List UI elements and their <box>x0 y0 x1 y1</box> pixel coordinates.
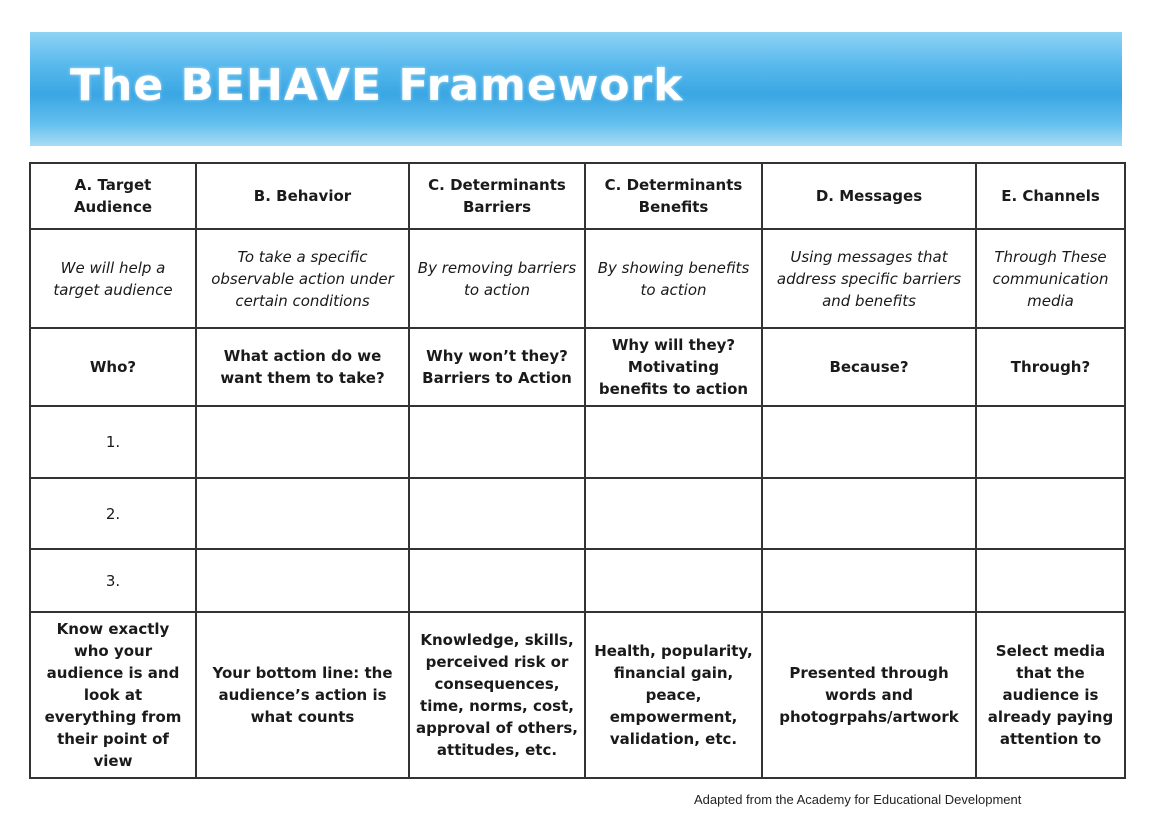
italic-behavior: To take a specific observable action under certain conditions <box>196 229 409 328</box>
desc-channels: Select media that the audience is already paying attention to <box>976 612 1125 778</box>
empty-cell[interactable] <box>196 406 409 478</box>
question-because: Because? <box>762 328 976 406</box>
header-messages: D. Messages <box>762 163 976 229</box>
italic-channels: Through These communication media <box>976 229 1125 328</box>
question-why-will: Why will they? Motivating benefits to action <box>585 328 762 406</box>
desc-barriers: Knowledge, skills, perceived risk or consequences, time, norms, cost, approval of others, attitudes, etc. <box>409 612 585 778</box>
empty-cell[interactable] <box>762 406 976 478</box>
empty-cell[interactable] <box>976 549 1125 612</box>
numbered-row <box>30 549 1125 612</box>
desc-benefits: Health, popularity, financial gain, peace, empowerment, validation, etc. <box>585 612 762 778</box>
empty-cell[interactable] <box>762 478 976 549</box>
empty-cell[interactable] <box>409 406 585 478</box>
italic-target-audience: We will help a target audience <box>30 229 196 328</box>
empty-cell[interactable] <box>409 549 585 612</box>
header-channels: E. Channels <box>976 163 1125 229</box>
empty-cell[interactable] <box>976 406 1125 478</box>
italic-benefits: By showing benefits to action <box>585 229 762 328</box>
title-banner <box>30 32 1122 146</box>
desc-messages: Presented through words and photogrpahs/artwork <box>762 612 976 778</box>
question-who: Who? <box>30 328 196 406</box>
page-title: The BEHAVE Framework <box>70 60 684 111</box>
header-behavior: B. Behavior <box>196 163 409 229</box>
italic-messages: Using messages that address specific barriers and benefits <box>762 229 976 328</box>
empty-cell[interactable] <box>585 549 762 612</box>
question-through: Through? <box>976 328 1125 406</box>
italic-barriers: By removing barriers to action <box>409 229 585 328</box>
row-number: 3. <box>30 549 196 612</box>
row-number: 1. <box>30 406 196 478</box>
empty-cell[interactable] <box>196 549 409 612</box>
numbered-row <box>30 478 1125 549</box>
empty-cell[interactable] <box>409 478 585 549</box>
empty-cell[interactable] <box>585 406 762 478</box>
italic-row <box>30 229 1125 328</box>
empty-cell[interactable] <box>976 478 1125 549</box>
question-why-wont: Why won’t they? Barriers to Action <box>409 328 585 406</box>
header-determinants-barriers: C. Determinants Barriers <box>409 163 585 229</box>
question-what-action: What action do we want them to take? <box>196 328 409 406</box>
numbered-row <box>30 406 1125 478</box>
description-row <box>30 612 1125 778</box>
header-row <box>30 163 1125 229</box>
empty-cell[interactable] <box>585 478 762 549</box>
desc-behavior: Your bottom line: the audience’s action is what counts <box>196 612 409 778</box>
empty-cell[interactable] <box>196 478 409 549</box>
behave-table <box>29 162 1126 779</box>
question-row <box>30 328 1125 406</box>
empty-cell[interactable] <box>762 549 976 612</box>
header-determinants-benefits: C. Determinants Benefits <box>585 163 762 229</box>
desc-target-audience: Know exactly who your audience is and look at everything from their point of view <box>30 612 196 778</box>
row-number: 2. <box>30 478 196 549</box>
header-target-audience: A. Target Audience <box>30 163 196 229</box>
source-credit: Adapted from the Academy for Educational Development <box>694 792 1022 807</box>
